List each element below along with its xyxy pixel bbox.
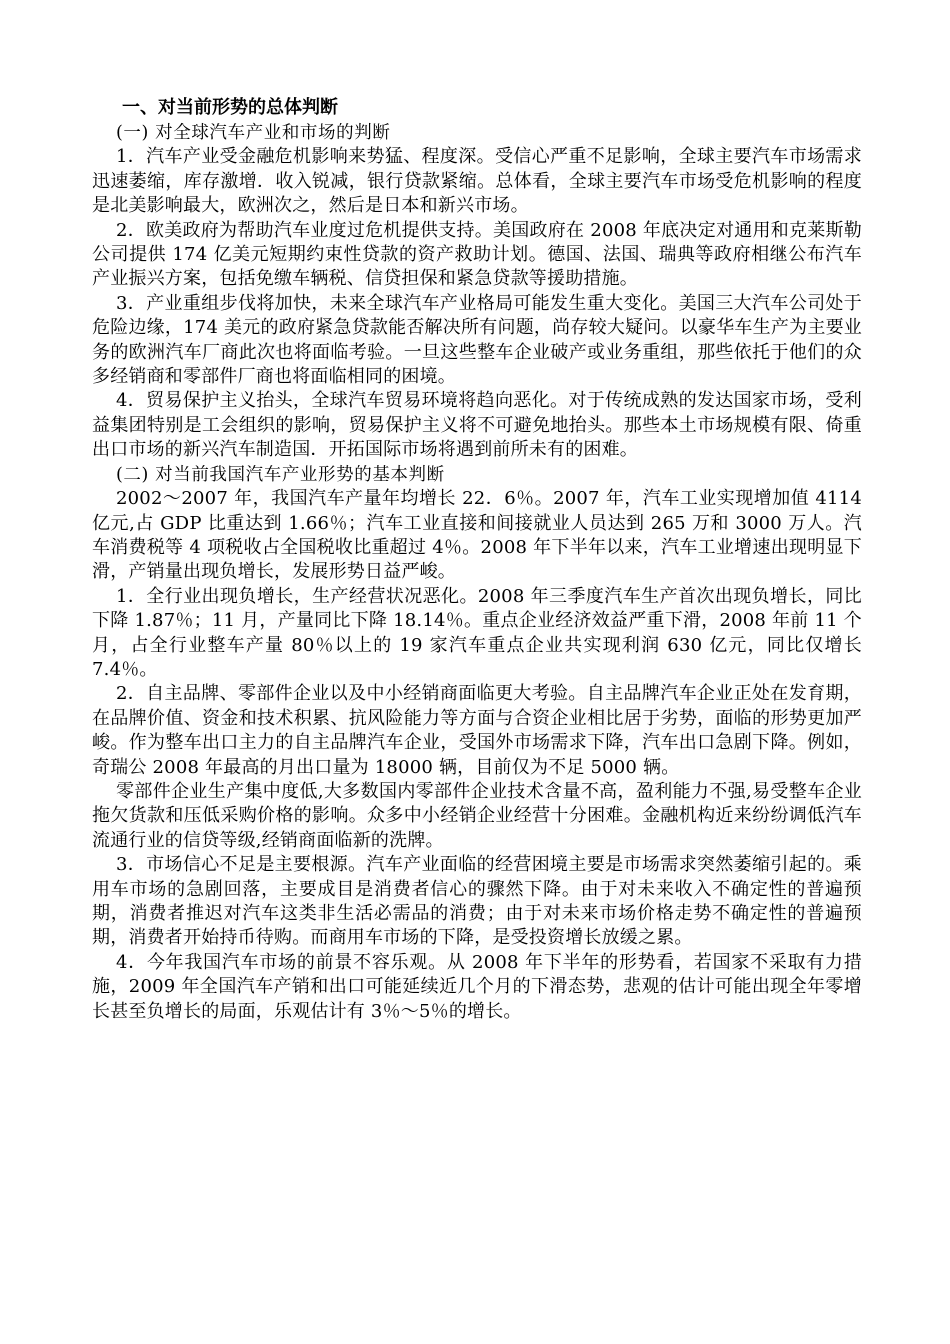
document-page [92, 96, 862, 1024]
section-2-paragraph-6: 4．今年我国汽车市场的前景不容乐观。从 2008 年下半年的形势看，若国家不采取有力措施，2009 年全国汽车产销和出口可能延续近几个月的下滑态势，悲观的估计可能出现全年零增长甚至负增长的局面，乐观估计有 3％～5％的增长。 [92, 951, 862, 1022]
section-2-paragraph-3: 2．自主品牌、零部件企业以及中小经销商面临更大考验。自主品牌汽车企业正处在发育期，在品牌价值、资金和技术积累、抗风险能力等方面与合资企业相比居于劣势，面临的形势更加严峻。作为整车出口主力的自主品牌汽车企业，受国外市场需求下降，汽车出口急剧下降。例如，奇瑞公 2008 年最高的月出口量为 18000 辆，目前仅为不足 5000 辆。 [92, 683, 862, 778]
section-1-title: (一) 对全球汽车产业和市场的判断 [116, 123, 391, 143]
section-1-paragraph-1: 1．汽车产业受金融危机影响来势猛、程度深。受信心严重不足影响，全球主要汽车市场需求迅速萎缩，库存激增．收入锐减，银行贷款紧缩。总体看，全球主要汽车市场受危机影响的程度是北美影响最大，欧洲次之，然后是日本和新兴市场。 [92, 146, 862, 217]
section-2-paragraph-5: 3．市场信心不足是主要根源。汽车产业面临的经营困境主要是市场需求突然萎缩引起的。乘用车市场的急剧回落，主要成目是消费者信心的骤然下降。由于对未来收入不确定性的普遍预期，消费者推迟对汽车这类非生活必需品的消费；由于对未来市场价格走势不确定性的普遍预期，消费者开始持币待购。而商用车市场的下降，是受投资增长放缓之累。 [92, 854, 862, 949]
main-heading: 一、对当前形势的总体判断 [122, 97, 338, 118]
section-1-paragraph-2: 2．欧美政府为帮助汽车业度过危机提供支持。美国政府在 2008 年底决定对通用和克莱斯勒公司提供 174 亿美元短期约束性贷款的资产救助计划。德国、法国、瑞典等政府相继公布汽车产业振兴方案，包括免缴车辆税、信贷担保和紧急贷款等援助措施。 [92, 219, 862, 290]
section-2-paragraph-2: 1．全行业出现负增长，生产经营状况恶化。2008 年三季度汽车生产首次出现负增长，同比下降 1.87％；11 月，产量同比下降 18.14％。重点企业经济效益严重下滑，2008 年前 11 个月，占全行业整车产量 80％以上的 19 家汽车重点企业共实现利润 630 亿元，同比仅增长 7.4％。 [92, 585, 862, 680]
section-2-title: (二) 对当前我国汽车产业形势的基本判断 [116, 464, 445, 485]
section-2-paragraph-4: 零部件企业生产集中度低,大多数国内零部件企业技术含量不高，盈利能力不强,易受整车企业拖欠货款和压低采购价格的影响。众多中小经销企业经营十分困难。金融机构近来纷纷调低汽车流通行业的信贷等级,经销商面临新的洗牌。 [92, 780, 862, 851]
section-1-paragraph-3: 3．产业重组步伐将加快，未来全球汽车产业格局可能发生重大变化。美国三大汽车公司处于危险边缘，174 美元的政府紧急贷款能否解决所有问题，尚存较大疑问。以豪华车生产为主要业务的欧洲汽车厂商此次也将面临考验。一旦这些整车企业破产或业务重组，那些依托于他们的众多经销商和零部件厂商也将面临相同的困境。 [92, 292, 862, 388]
section-2-paragraph-1: 2002～2007 年，我国汽车产量年均增长 22．6％。2007 年，汽车工业实现增加值 4114 亿元,占 GDP 比重达到 1.66％；汽车工业直接和间接就业人员达到 265 万和 3000 万人。汽车消费税等 4 项税收占全国税收比重超过 4％。2008 年下半年以来，汽车工业增速出现明显下滑，产销量出现负增长，发展形势日益严峻。 [92, 488, 862, 583]
section-1-paragraph-4: 4．贸易保护主义抬头，全球汽车贸易环境将趋向恶化。对于传统成熟的发达国家市场，受利益集团特别是工会组织的影响，贸易保护主义将不可避免地抬头。那些本土市场规模有限、倚重出口市场的新兴汽车制造国．开拓国际市场将遇到前所未有的困难。 [92, 390, 862, 461]
